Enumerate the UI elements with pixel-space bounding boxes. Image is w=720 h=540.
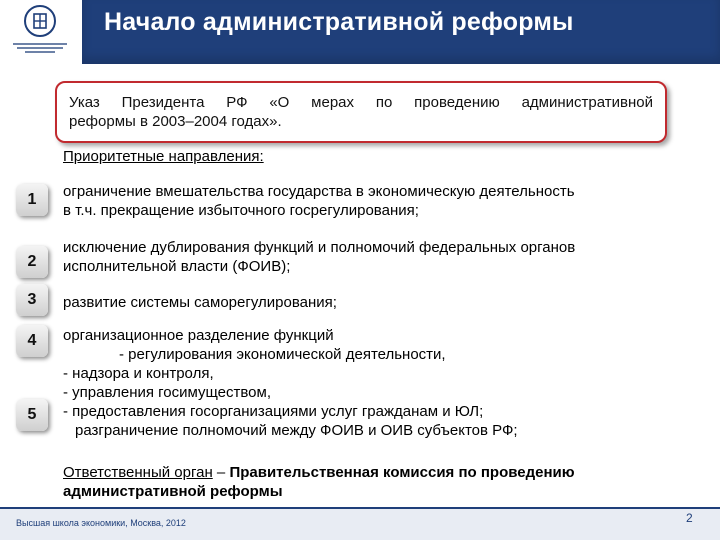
priority-item-2 [63, 238, 575, 276]
slide-header [0, 0, 720, 64]
university-seal-icon [24, 5, 56, 37]
item-text-line: исполнительной власти (ФОИВ); [63, 258, 291, 275]
responsible-text-line2: административной реформы [63, 483, 283, 500]
priority-item-4 [63, 326, 483, 421]
number-badge-5: 5 [16, 399, 48, 431]
logo [0, 0, 80, 64]
footer-text: Высшая школа экономики, Москва, 2012 [16, 518, 186, 528]
item-text-line: в т.ч. прекращение избыточного госрегулирования; [63, 202, 419, 219]
number-badge-2: 2 [16, 246, 48, 278]
item-text-line: - надзора и контроля, [63, 365, 214, 382]
page-number: 2 [686, 511, 693, 525]
number-badge-1: 1 [16, 184, 48, 216]
item-text-line: исключение дублирования функций и полномочий федеральных органов [63, 239, 576, 256]
decree-text-line1: Указ Президента РФ «О мерах по проведению административной [69, 94, 653, 111]
responsible-dash: – [212, 464, 230, 481]
item-text-line: - регулирования экономической деятельности, [119, 346, 446, 363]
item-text-line: развитие системы саморегулирования; [63, 294, 337, 311]
title-bar [82, 0, 720, 64]
item-text-line: организационное разделение функций [63, 327, 334, 344]
responsible-text-line1: Правительственная комиссия по проведению [229, 464, 575, 481]
number-badge-3: 3 [16, 284, 48, 316]
item-text-line: - управления госимуществом, [63, 384, 271, 401]
item-text-line: разграничение полномочий между ФОИВ и ОИВ субъектов РФ; [75, 422, 518, 439]
decree-text-line2: реформы в 2003–2004 годах». [69, 113, 282, 130]
slide-title: Начало административной реформы [104, 8, 574, 36]
responsible-label: Ответственный орган [63, 464, 213, 481]
logo-caption-lines [12, 41, 68, 55]
item-text-line: - предоставления госорганизациями услуг гражданам и ЮЛ; [63, 403, 484, 420]
number-badge-4: 4 [16, 325, 48, 357]
priority-item-3 [63, 293, 337, 312]
priority-item-1 [63, 182, 575, 220]
priority-item-5 [75, 421, 518, 440]
priorities-label: Приоритетные направления: [63, 148, 264, 165]
item-text-line: ограничение вмешательства государства в экономическую деятельность [63, 183, 575, 200]
responsible-body [63, 463, 575, 501]
decree-box [55, 81, 667, 143]
